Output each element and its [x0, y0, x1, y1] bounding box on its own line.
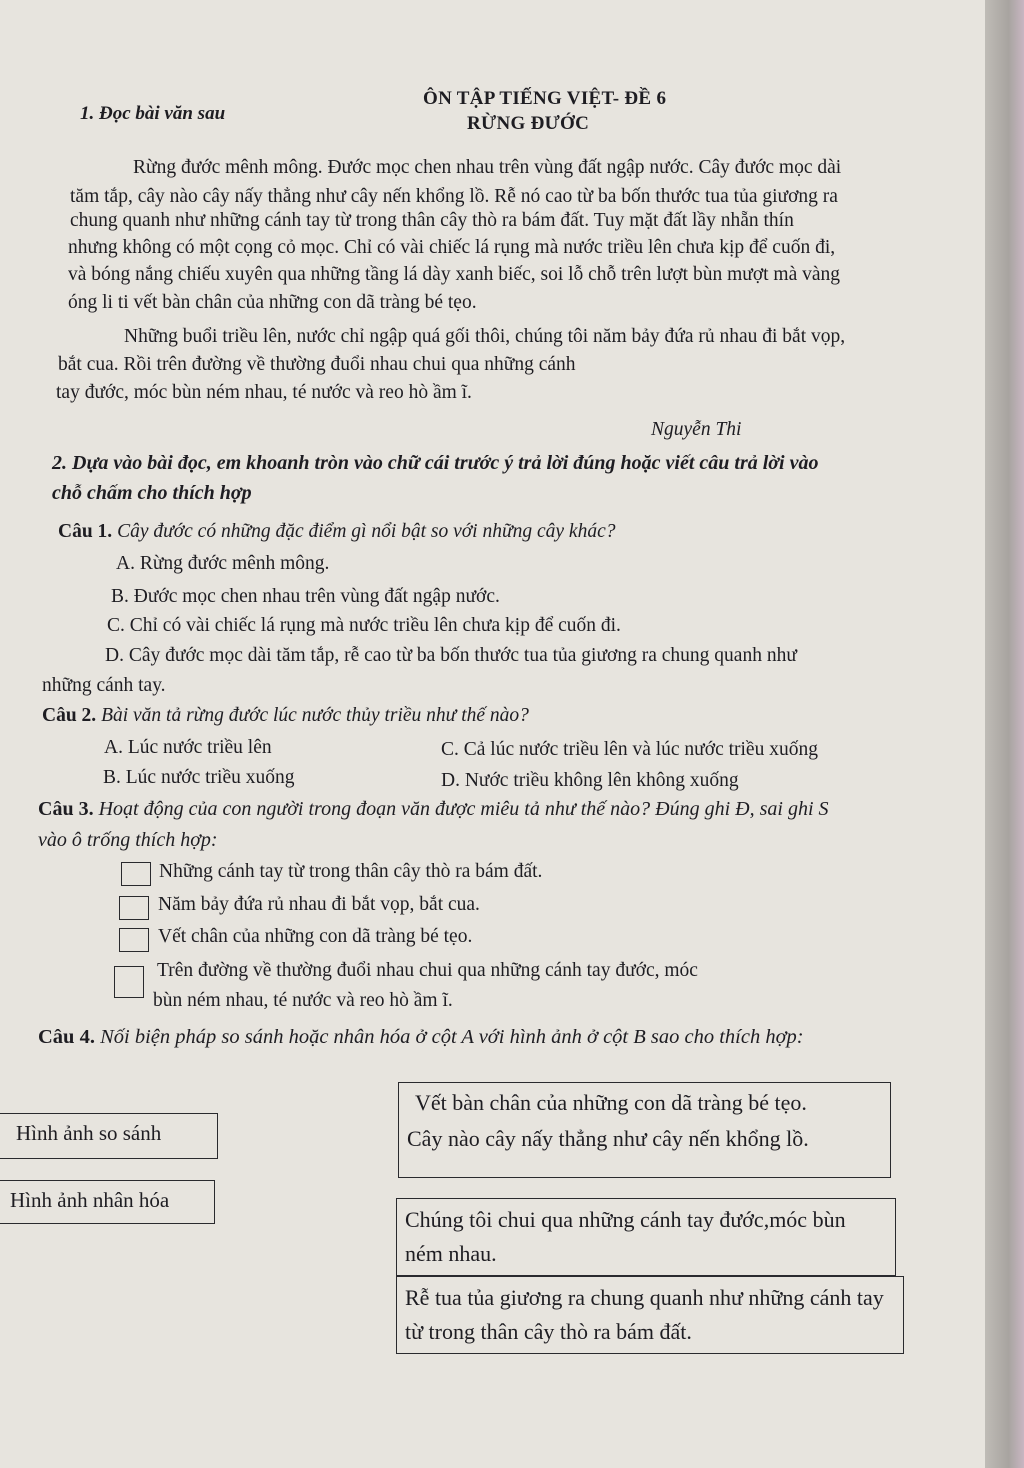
passage-line: chung quanh như những cánh tay từ trong thân cây thò ra bám đất. Tuy mặt đất lầy nhẵn thín	[70, 210, 794, 231]
page-edge-shadow	[985, 0, 1024, 1468]
answer-option-d[interactable]: D. Nước triều không lên không xuống	[441, 770, 739, 791]
question-label: Câu 1.	[58, 521, 113, 542]
question-label: Câu 3.	[38, 798, 94, 820]
section-2-instruction: 2. Dựa vào bài đọc, em khoanh tròn vào chữ cái trước ý trả lời đúng hoặc viết câu trả lời vào	[52, 452, 819, 474]
story-title: RỪNG ĐƯỚC	[467, 113, 590, 134]
passage-line: tay đước, móc bùn ném nhau, té nước và reo hò ầm ĩ.	[56, 382, 472, 403]
true-false-box[interactable]	[114, 966, 144, 998]
column-b-item: Chúng tôi chui qua những cánh tay đước,móc bùn ném nhau.	[405, 1207, 846, 1266]
answer-option-a[interactable]: A. Rừng đước mênh mông.	[116, 553, 330, 574]
true-false-box[interactable]	[121, 862, 151, 886]
answer-option-c[interactable]: C. Chỉ có vài chiếc lá rụng mà nước triều lên chưa kịp để cuốn đi.	[107, 615, 621, 636]
passage-line: óng li ti vết bàn chân của những con dã tràng bé tẹo.	[68, 292, 477, 313]
question-text: Nối biện pháp so sánh hoặc nhân hóa ở cột A với hình ảnh ở cột B sao cho thích hợp:	[100, 1026, 804, 1048]
column-a-label: Hình ảnh nhân hóa	[10, 1188, 170, 1212]
question-text: Bài văn tả rừng đước lúc nước thủy triều như thế nào?	[101, 705, 529, 726]
passage-line: và bóng nắng chiếu xuyên qua những tầng lá dày xanh biếc, soi lỗ chỗ trên lượt bùn mượt mà vàng	[68, 264, 841, 285]
section-1-heading: 1. Đọc bài văn sau	[80, 103, 226, 124]
true-false-box[interactable]	[119, 896, 149, 920]
question-1	[58, 521, 615, 543]
question-label: Câu 2.	[42, 705, 97, 726]
question-text: Cây đước có những đặc điểm gì nổi bật so với những cây khác?	[117, 521, 616, 542]
statement-item: Những cánh tay từ trong thân cây thò ra bám đất.	[159, 861, 543, 882]
statement-item: Vết chân của những con dã tràng bé tẹo.	[158, 926, 473, 947]
statement-item: Năm bảy đứa rủ nhau đi bắt vọp, bắt cua.	[158, 894, 480, 915]
question-4	[38, 1026, 804, 1049]
author-name: Nguyễn Thi	[651, 419, 742, 440]
statement-item: Trên đường về thường đuổi nhau chui qua những cánh tay đước, móc	[157, 960, 698, 981]
passage-line: bắt cua. Rồi trên đường về thường đuổi nhau chui qua những cánh	[58, 354, 576, 375]
column-a-label: Hình ảnh so sánh	[16, 1121, 162, 1145]
answer-option-a[interactable]: A. Lúc nước triều lên	[104, 737, 272, 758]
passage-line: Rừng đước mênh mông. Đước mọc chen nhau trên vùng đất ngập nước. Cây đước mọc dài	[133, 157, 842, 178]
passage-line: tăm tắp, cây nào cây nấy thẳng như cây nến khổng lồ. Rễ nó cao từ ba bốn thước tua tủa giương ra	[70, 186, 838, 207]
true-false-box[interactable]	[119, 928, 149, 952]
section-2-instruction-cont: chỗ chấm cho thích hợp	[52, 482, 252, 504]
passage-line: nhưng không có một cọng cỏ mọc. Chỉ có vài chiếc lá rụng mà nước triều lên chưa kịp để cuốn đi,	[68, 237, 836, 258]
column-b-item: Rễ tua tủa giương ra chung quanh như những cánh tay từ trong thân cây thò ra bám đất.	[405, 1285, 884, 1344]
statement-item-cont: bùn ném nhau, té nước và reo hò ầm ĩ.	[153, 990, 453, 1011]
column-a-item-comparison[interactable]	[0, 1113, 218, 1159]
column-b-item-box[interactable]	[396, 1198, 896, 1276]
worksheet-title: ÔN TẬP TIẾNG VIỆT- ĐỀ 6	[423, 88, 667, 109]
answer-option-b[interactable]: B. Đước mọc chen nhau trên vùng đất ngập nước.	[111, 586, 500, 607]
column-a-item-personification[interactable]	[0, 1180, 215, 1224]
question-2	[42, 705, 529, 727]
question-text: Hoạt động của con người trong đoạn văn được miêu tả như thế nào? Đúng ghi Đ, sai ghi S	[98, 798, 829, 820]
answer-option-d[interactable]: D. Cây đước mọc dài tăm tắp, rễ cao từ ba bốn thước tua tủa giương ra chung quanh như	[105, 645, 797, 666]
question-3	[38, 798, 829, 821]
column-b-item[interactable]: Cây nào cây nấy thẳng như cây nến khổng lồ.	[407, 1126, 809, 1151]
question-label: Câu 4.	[38, 1026, 95, 1048]
column-b-group-top	[398, 1082, 891, 1178]
answer-option-d-cont: những cánh tay.	[42, 675, 166, 696]
answer-option-c[interactable]: C. Cả lúc nước triều lên và lúc nước triều xuống	[441, 739, 818, 760]
column-b-item-box[interactable]	[396, 1276, 904, 1354]
answer-option-b[interactable]: B. Lúc nước triều xuống	[103, 767, 295, 788]
passage-line: Những buổi triều lên, nước chỉ ngập quá gối thôi, chúng tôi năm bảy đứa rủ nhau đi bắt vọp,	[124, 326, 846, 347]
column-b-item[interactable]: Vết bàn chân của những con dã tràng bé tẹo.	[415, 1090, 807, 1115]
question-3-cont: vào ô trống thích hợp:	[38, 829, 218, 851]
